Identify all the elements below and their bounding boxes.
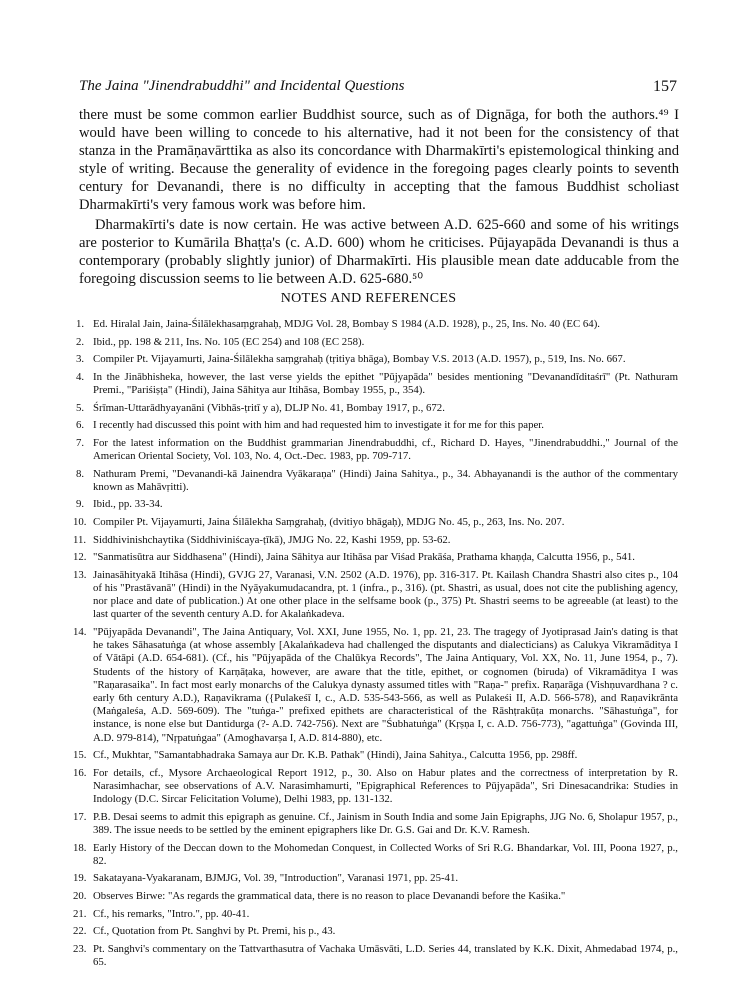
note-number: 20. bbox=[73, 889, 87, 902]
note-text: Observes Birwe: "As regards the grammatical data, there is no reason to place Devanandi before the Kaśika." bbox=[93, 889, 566, 902]
note-number: 13. bbox=[73, 568, 87, 581]
notes-list bbox=[73, 318, 678, 974]
running-header bbox=[79, 78, 677, 98]
note-text: Pt. Sanghvi's commentary on the Tattvarthasutra of Vachaka Umāsvāti, L.D. Series 44, translated by K.K. Dixit, Ahmedabad 1974, p., 65. bbox=[93, 942, 678, 968]
note-number: 22. bbox=[73, 925, 87, 938]
note-item bbox=[73, 925, 678, 938]
body-paragraph-2: Dharmakīrti's date is now certain. He was active between A.D. 625-660 and some of his writings are posterior to Kumārila Bhaṭṭa's (c. A.D. 600) whom he criticises. Pūjayapāda Devanandi is thus a contemporary (probably slightly junior) of Dharmakīrti. His plausible mean date adducable from the foregoing discussion seems to lie between A.D. 625-680.⁵⁰ bbox=[79, 217, 679, 287]
note-number: 10. bbox=[73, 515, 87, 528]
note-item bbox=[76, 371, 678, 397]
note-number: 17. bbox=[73, 810, 87, 823]
note-item bbox=[76, 353, 678, 366]
note-number: 16. bbox=[73, 766, 87, 779]
note-number: 11. bbox=[73, 533, 87, 546]
note-text: Cf., Quotation from Pt. Sanghvi by Pt. Premi, his p., 43. bbox=[93, 925, 336, 938]
note-text: Sakatayana-Vyakaranam, BJMJG, Vol. 39, "Introduction", Varanasi 1971, pp. 25-41. bbox=[93, 872, 459, 885]
note-text: Siddhivinishchaytika (Siddhiviniścaya-ṭīkā), JMJG No. 22, Kashi 1959, pp. 53-62. bbox=[93, 533, 451, 546]
running-title: The Jaina "Jinendrabuddhi" and Incidental Questions bbox=[79, 78, 405, 94]
body-paragraph-1: there must be some common earlier Buddhist source, such as of Dignāga, for both the authors.⁴⁹ I would have been willing to concede to his alternative, had it not been for the consistency of that stanza in the Pramāṇavārttika as also its concordance with Dharmakīrti's epistemological thinking and style of writing. Because the generality of evidence in the foregoing pages clearly points to seventh century for Devanandi, there is no difficulty in accepting that the famous Buddhist scholiast Dharmakīrti's very famous work was before him. bbox=[79, 107, 679, 213]
note-text: In the Jinābhisheka, however, the last verse yields the epithet "Pūjyapāda" besides mentioning "Devanandīditaśrī" (Pt. Nathuram Premi., "Pariśiṣṭa" (Hindi), Jaina Sāhitya aur Itihāsa, Bombay 1955, p., 354). bbox=[93, 370, 678, 396]
note-text: Cf., Mukhtar, "Samantabhadraka Samaya aur Dr. K.B. Pathak" (Hindi), Jaina Sahitya., Calcutta 1956, pp. 298ff. bbox=[93, 749, 578, 762]
note-item bbox=[76, 318, 678, 331]
note-text: Compiler Pt. Vijayamurti, Jaina-Śilālekha saṃgrahaḥ (tṛitiya bhāga), Bombay V.S. 2013 (A.D. 1957), p., 519, Ins. No. 667. bbox=[93, 353, 626, 366]
note-text: Early History of the Deccan down to the Mohomedan Conquest, in Collected Works of Sri R.G. Bhandarkar, Vol. III, Poona 1927, p., 82. bbox=[93, 841, 678, 867]
note-number: 15. bbox=[73, 749, 87, 762]
note-number: 8. bbox=[76, 467, 85, 480]
note-number: 14. bbox=[73, 625, 87, 638]
note-text: Cf., his remarks, "Intro.", pp. 40-41. bbox=[93, 907, 250, 920]
note-item bbox=[73, 749, 678, 762]
note-text: Nathuram Premi, "Devanandi-kā Jainendra Vyākaraṇa" (Hindi) Jaina Sahitya., p., 34. Abhayanandi is the author of the commentary known as Mahāvṛitti). bbox=[93, 467, 678, 493]
note-text: P.B. Desai seems to admit this epigraph as genuine. Cf., Jainism in South India and some Jain Epigraphs, JJG No. 6, Sholapur 1957, p., 389. The issue needs to be settled by the eminent epigraphers like Dr. G.S. Gai and Dr. K.V. Ramesh. bbox=[93, 810, 678, 836]
note-number: 12. bbox=[73, 551, 87, 564]
note-number: 18. bbox=[73, 841, 87, 854]
note-text: Ed. Hiralal Jain, Jaina-Śilālekhasaṃgrahaḥ, MDJG Vol. 28, Bombay S 1984 (A.D. 1928), p., 25, Ins. No. 40 (EC 64). bbox=[93, 318, 600, 330]
note-text: "Sanmatisūtra aur Siddhasena" (Hindi), Jaina Sāhitya aur Itihāsa par Viśad Prakāśa, Prathama khaṇḍa, Calcutta 1956, p., 541. bbox=[93, 551, 635, 564]
note-number: 6. bbox=[76, 419, 85, 432]
note-text: "Pūjyapāda Devanandi", The Jaina Antiquary, Vol. XXI, June 1955, No. 1, pp. 21, 23. The tragegy of Jyotiprasad Jain's dating is that he takes Sāhasatuṅga (at whose assembly [Akalaṅkadeva had challenged the disputants and dialecticians) as Calukya Vikramāditya I of Vātāpi (A.D. 654-681). (Cf., his "Pūjyapāda of the Chalūkya Records", The Jaina Antiquary, Vol. XX, No. 11, June 1954, p., 7). Students of the history of Karṇāṭaka, however, are aware that the title, epithet, or cognomen (biruda) of Vikramāditya I was "Raṇarasaika". In fact most early monarchs of the Calukya dynasty assumed titles with "Raṇa-" prefix. Raṇarāga (Vishṇuvardhana ? c. early 6th century A.D.), Raṇavikrama ({Pulakeśī I, c., A.D. 535-543-566, as well as Pulakeśi II, A.D. 566-578), and Raṇavikrānta (Maṅgaleśa, A.D. 569-609). The "tuṅga-" prefixed epithets are characteristical of the Rāshṭrakūṭa monarchs. "Sāhastuṅga", for instance, is none else but Dantidurga (?- A.D. 742-756). Next are "Śubhatuṅga" (Kṛṣṇa I, c. A.D. 756-773), "agattuṅga" (Govinda III, A.D. 979-814), "Nṛpatuṅgaa" (Amoghavarṣa I, A.D. 814-880), etc. bbox=[93, 625, 678, 744]
note-item bbox=[76, 402, 678, 415]
note-item bbox=[73, 810, 678, 837]
note-number: 9. bbox=[76, 498, 85, 511]
note-item bbox=[73, 841, 678, 868]
note-text: Compiler Pt. Vijayamurti, Jaina Śilālekha Saṃgrahaḥ, (dvitiyo bhāgaḥ), MDJG No. 45, p., 263, Ins. No. 207. bbox=[93, 515, 565, 528]
notes-heading: NOTES AND REFERENCES bbox=[280, 291, 457, 306]
note-number: 21. bbox=[73, 907, 87, 920]
note-number: 5. bbox=[76, 401, 85, 414]
note-text: Ibid., pp. 33-34. bbox=[93, 498, 163, 511]
note-text: For details, cf., Mysore Archaeological Report 1912, p., 30. Also on Habur plates and the correctness of interpretation by R. Narasimhachar, see observations of A.V. Narasimhamurti, "Epigraphical References to Pūjyapāda", Sri Dinesacandrika: Studies in Indology (D.C. Sircar Felicitation Volume), Delhi 1983, pp. 131-132. bbox=[93, 766, 678, 806]
note-item bbox=[73, 551, 678, 564]
note-text: Śrīman-Uttarādhyayanāni (Vibhās-ṭritī y a), DLJP No. 41, Bombay 1917, p., 672. bbox=[93, 401, 445, 414]
note-item bbox=[76, 468, 678, 494]
note-number: 23. bbox=[73, 942, 87, 955]
note-number: 2. bbox=[76, 335, 85, 348]
note-item bbox=[73, 889, 678, 903]
page-number: 157 bbox=[653, 78, 677, 95]
note-item bbox=[73, 515, 678, 529]
note-text: Jainasāhityakā Itihāsa (Hindi), GVJG 27, Varanasi, V.N. 2502 (A.D. 1976), pp. 316-317. Pt. Kailash Chandra Shastri also cites p., 104 of his "Prastāvanā" (Hindi) in the Nyāyakumudacandra, pt. 1 (infra., p., 316). (pt. Shastri, as usual, does not cite the publishing agency, nor place and date of publication.) At one other place in the selfsame book (p., 375) Pt. Shastri seems to be agreeable (at least) to the last quarter of the seventh century A.D. for Akalaṅkadeva. bbox=[93, 568, 678, 621]
note-item bbox=[73, 625, 678, 745]
note-item bbox=[73, 766, 678, 807]
note-item bbox=[73, 533, 678, 547]
note-number: 4. bbox=[76, 370, 85, 383]
note-number: 7. bbox=[76, 436, 85, 449]
body-text bbox=[79, 106, 679, 288]
note-number: 3. bbox=[76, 353, 85, 366]
note-item bbox=[76, 498, 678, 511]
note-item bbox=[76, 336, 678, 349]
note-item bbox=[73, 942, 678, 969]
note-number: 1. bbox=[76, 318, 85, 330]
note-item bbox=[76, 437, 678, 463]
note-text: I recently had discussed this point with him and had requested him to investigate it for me for this paper. bbox=[93, 419, 544, 432]
note-number: 19. bbox=[73, 872, 87, 885]
note-item bbox=[73, 872, 678, 885]
note-item bbox=[73, 907, 678, 921]
note-item bbox=[76, 419, 678, 432]
note-text: Ibid., pp. 198 & 211, Ins. No. 105 (EC 254) and 108 (EC 258). bbox=[93, 335, 365, 348]
note-text: For the latest information on the Buddhist grammarian Jinendrabuddhi, cf., Richard D. Hayes, "Jinendrabuddhi.," Journal of the American Oriental Society, Vol. 103, No. 4, Oct.-Dec. 1983, pp. 709-717. bbox=[93, 436, 678, 462]
note-item bbox=[73, 568, 678, 622]
